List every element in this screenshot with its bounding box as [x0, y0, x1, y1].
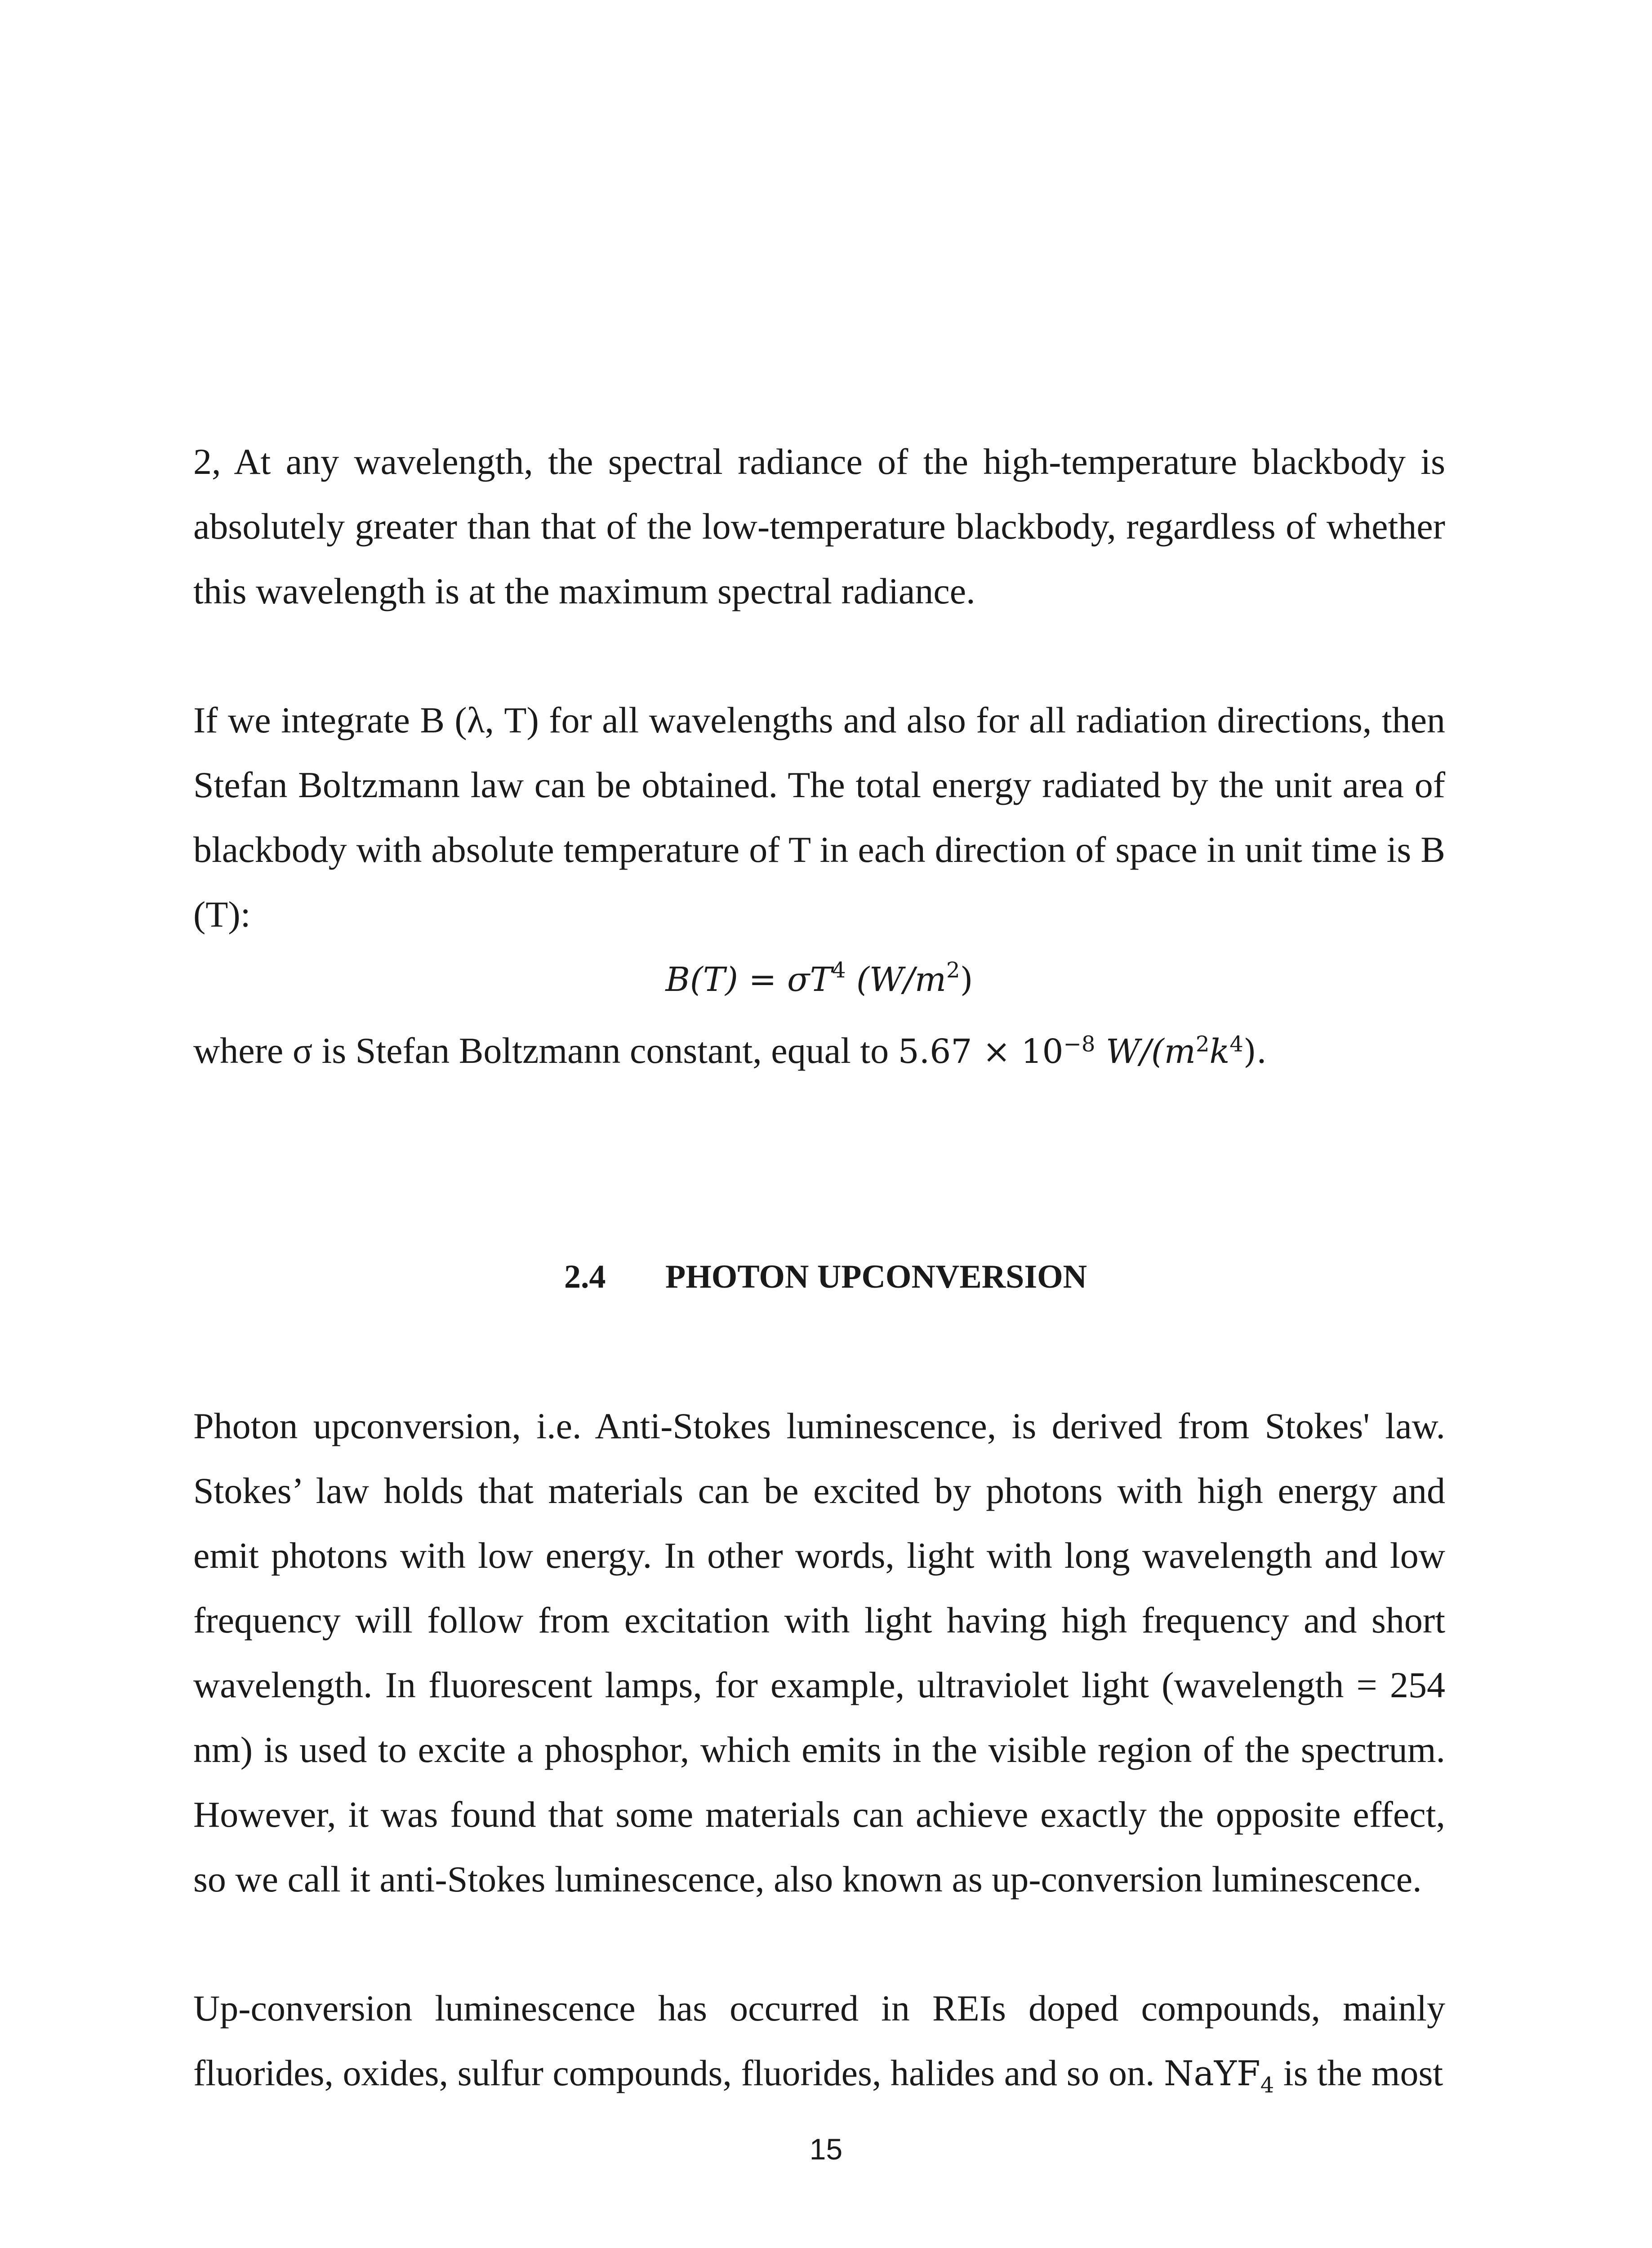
- equation-lhs: B(T) = σT: [665, 960, 832, 999]
- section-heading: [564, 1254, 1087, 1299]
- page-number: 15: [809, 2132, 843, 2166]
- paragraph-upconversion-text: Up-conversion luminescence has occurred in REIs doped compounds, mainly fluorides, oxides, sulfur compounds, fluorides, halides and so on.: [193, 1988, 1445, 2093]
- constant-definition-line: [193, 1018, 1445, 1084]
- constant-mantissa: 5.67 × 10: [898, 1032, 1064, 1071]
- equation-units-exponent: 2: [946, 958, 960, 983]
- equation-exponent: 4: [832, 958, 846, 983]
- paragraph-stefan-boltzmann-intro: If we integrate B (λ, T) for all wavelengths and also for all radiation directions, then Stefan Boltzmann law can be obtained. The total energy radiated by the unit area of blackbody with absolute temperature of T in each direction of space in unit time is B (T):: [193, 700, 1445, 935]
- paragraph-upconversion-tail: is the most: [1283, 2052, 1443, 2093]
- paragraph-upconversion-compounds: [193, 1976, 1445, 2106]
- section-number: 2.4: [564, 1258, 606, 1295]
- constant-unit-exp2: 4: [1229, 1031, 1243, 1057]
- paragraph-spectral-radiance: 2, At any wavelength, the spectral radiance of the high-temperature blackbody is absolutely greater than that of the low-temperature blackbody, regardless of whether this wavelength is at the maximum spectral radiance.: [193, 441, 1445, 611]
- constant-exponent: −8: [1063, 1031, 1095, 1057]
- chemical-formula: [1164, 2053, 1274, 2098]
- constant-value: [898, 1032, 1267, 1071]
- chemical-formula-base: NaYF: [1164, 2053, 1260, 2093]
- equation-units: (W/m: [856, 960, 947, 999]
- constant-unit-exp1: 2: [1195, 1031, 1210, 1057]
- constant-unit-close: ).: [1243, 1032, 1267, 1071]
- section-title: PHOTON UPCONVERSION: [665, 1258, 1087, 1295]
- stefan-boltzmann-equation: [193, 948, 1445, 1002]
- constant-unit-b: k: [1209, 1032, 1230, 1071]
- paragraph-photon-upconversion: Photon upconversion, i.e. Anti-Stokes luminescence, is derived from Stokes' law. Stokes’ law holds that materials can be excited by photons with high energy and emit photons with low energy. In other words, light with long wavelength and low frequency will follow from excitation with light having high frequency and short wavelength. In fluorescent lamps, for example, ultraviolet light (wavelength = 254 nm) is used to excite a phosphor, which emits in the visible region of the spectrum. However, it was found that some materials can achieve exactly the opposite effect, so we call it anti-Stokes luminescence, also known as up-conversion luminescence.: [193, 1405, 1445, 1900]
- equation-units-close: ): [960, 960, 973, 999]
- chemical-formula-subscript: 4: [1260, 2073, 1274, 2098]
- constant-definition-text: where σ is Stefan Boltzmann constant, equal to: [193, 1030, 889, 1071]
- constant-unit-a: W/(m: [1105, 1032, 1196, 1071]
